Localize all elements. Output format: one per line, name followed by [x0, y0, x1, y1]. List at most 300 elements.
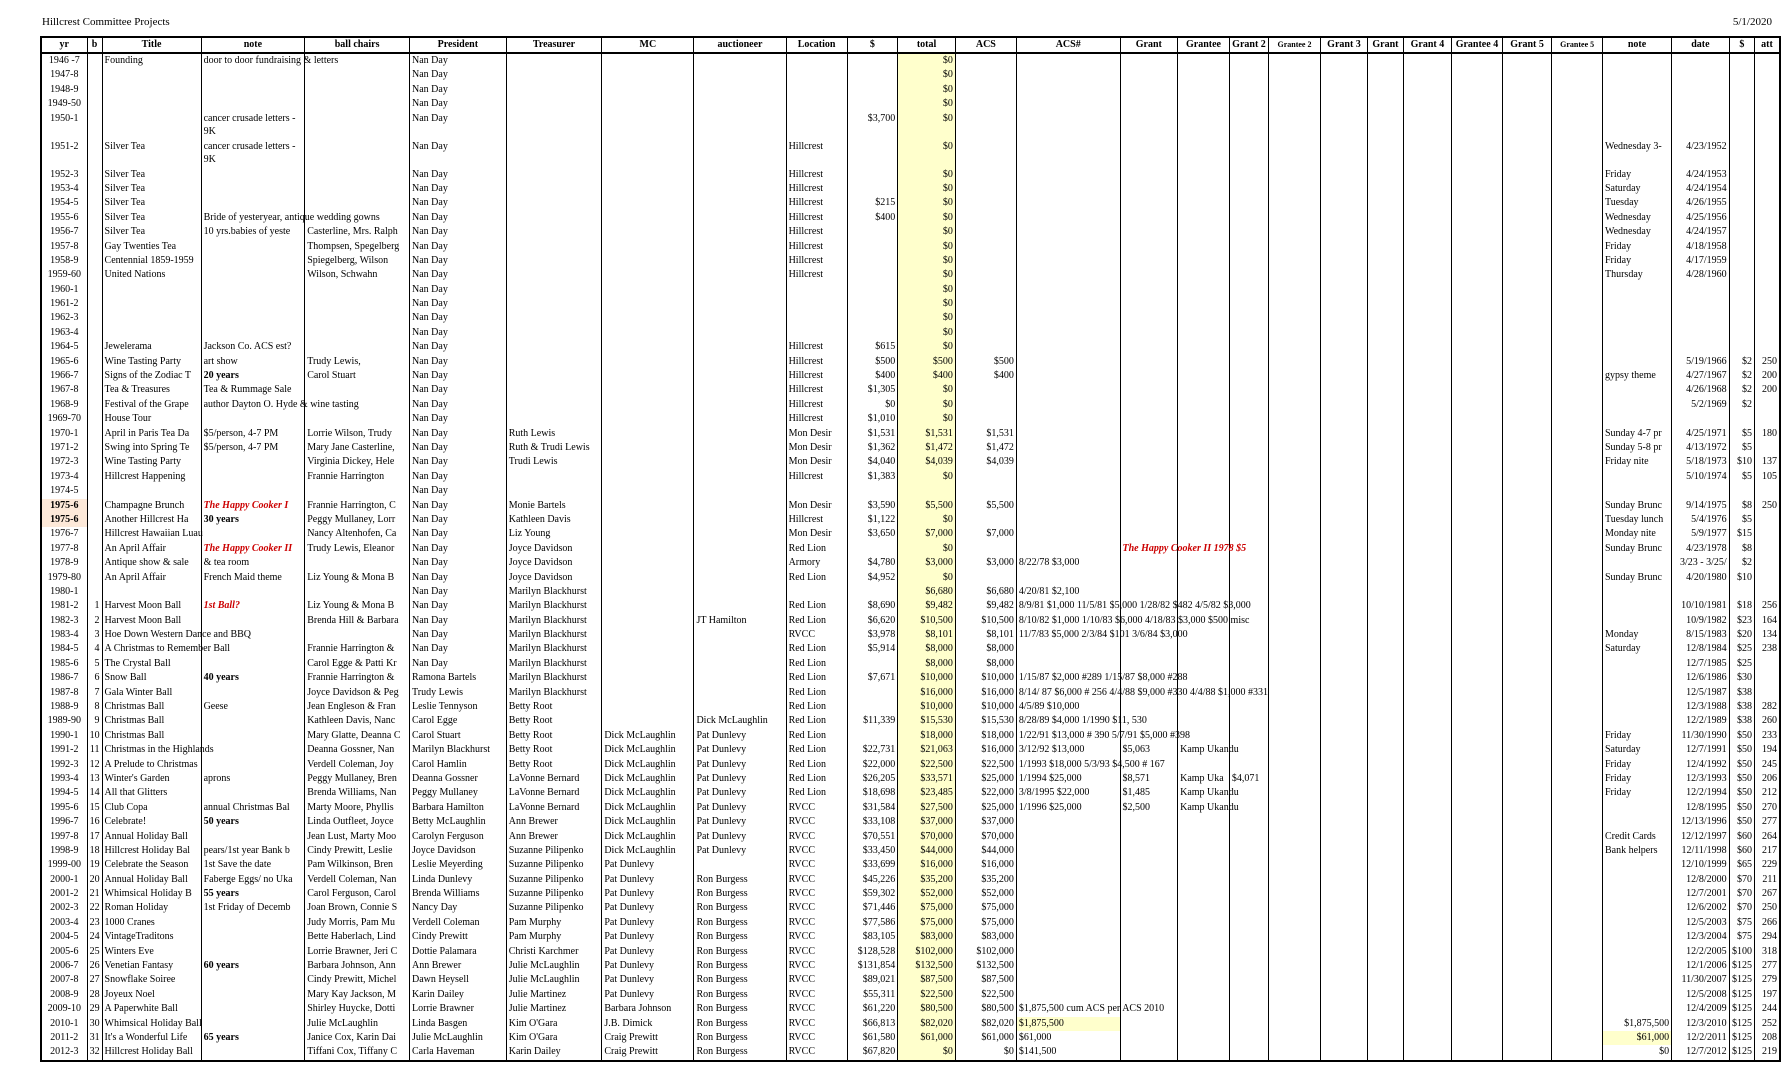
table-cell: [1403, 140, 1451, 168]
table-cell: [1178, 455, 1230, 469]
table-cell: [602, 455, 694, 469]
table-cell: [1178, 470, 1230, 484]
table-cell: [1269, 268, 1321, 282]
table-cell: [1269, 599, 1321, 613]
table-cell: Wine Tasting Party: [102, 355, 201, 369]
table-cell: Trudy Lewis, Eleanor: [305, 542, 410, 556]
table-cell: [1229, 916, 1268, 930]
table-cell: [1016, 355, 1120, 369]
table-cell: [1754, 571, 1780, 585]
table-cell: [102, 297, 201, 311]
table-cell: [1368, 369, 1404, 383]
table-cell: Signs of the Zodiac T: [102, 369, 201, 383]
table-cell: [1502, 959, 1552, 973]
table-cell: $66,813: [847, 1017, 898, 1031]
table-cell: [786, 53, 847, 68]
table-cell: [1502, 211, 1552, 225]
table-cell: 12/3/2010: [1672, 1017, 1730, 1031]
table-cell: [602, 211, 694, 225]
table-cell: [602, 628, 694, 642]
table-cell: [1754, 68, 1780, 82]
table-cell: Red Lion: [786, 714, 847, 728]
table-cell: [1403, 873, 1451, 887]
table-cell: [1552, 815, 1603, 829]
table-cell: 1959-60: [41, 268, 87, 282]
table-cell: Marty Moore, Phyllis: [305, 801, 410, 815]
table-cell: Kathleen Davis: [506, 513, 602, 527]
table-cell: [201, 743, 305, 757]
table-cell: [1120, 254, 1178, 268]
table-cell: [1729, 168, 1754, 182]
table-cell: [1320, 513, 1367, 527]
table-cell: $0: [898, 383, 956, 397]
table-cell: [1368, 140, 1404, 168]
table-cell: Hillcrest: [786, 398, 847, 412]
table-cell: [1403, 614, 1451, 628]
table-cell: $6,680: [898, 585, 956, 599]
table-cell: $0: [898, 311, 956, 325]
table-row: [41, 959, 1780, 973]
table-cell: 12/5/2003: [1672, 916, 1730, 930]
table-cell: [1229, 240, 1268, 254]
table-cell: $125: [1729, 1031, 1754, 1045]
table-cell: $18,698: [847, 786, 898, 800]
table-cell: [1502, 1002, 1552, 1016]
table-cell: Carol Stuart: [410, 729, 507, 743]
table-cell: [1368, 801, 1404, 815]
table-cell: [201, 527, 305, 541]
table-cell: $61,220: [847, 1002, 898, 1016]
table-cell: [1403, 1017, 1451, 1031]
table-cell: $125: [1729, 1017, 1754, 1031]
table-cell: [694, 112, 786, 140]
table-cell: [1269, 97, 1321, 111]
table-cell: [1552, 355, 1603, 369]
table-cell: [1552, 1002, 1603, 1016]
table-cell: 4/24/1953: [1672, 168, 1730, 182]
table-cell: [1552, 369, 1603, 383]
table-cell: 1985-6: [41, 657, 87, 671]
table-cell: Karin Dailey: [506, 1045, 602, 1060]
table-cell: [1452, 455, 1503, 469]
table-cell: [1368, 844, 1404, 858]
table-cell: [1178, 268, 1230, 282]
table-cell: [694, 168, 786, 182]
table-cell: $61,000: [1016, 1031, 1120, 1045]
table-cell: [1320, 671, 1367, 685]
table-cell: [87, 196, 102, 210]
table-cell: [1368, 470, 1404, 484]
table-cell: 10/10/1981: [1672, 599, 1730, 613]
table-cell: [694, 254, 786, 268]
table-cell: [506, 112, 602, 140]
table-cell: [1552, 225, 1603, 239]
table-cell: $125: [1729, 1002, 1754, 1016]
table-cell: French Maid theme: [201, 571, 305, 585]
table-cell: Gay Twenties Tea: [102, 240, 201, 254]
table-cell: $61,580: [847, 1031, 898, 1045]
table-cell: [1016, 83, 1120, 97]
table-cell: 4: [87, 642, 102, 656]
table-cell: [955, 211, 1016, 225]
table-cell: [305, 196, 410, 210]
table-cell: [1502, 499, 1552, 513]
table-cell: [694, 628, 786, 642]
table-cell: [506, 68, 602, 82]
table-row: [41, 412, 1780, 426]
table-cell: [1502, 772, 1552, 786]
table-cell: [1403, 484, 1451, 498]
table-cell: Ron Burgess: [694, 973, 786, 987]
table-cell: $70,551: [847, 830, 898, 844]
table-cell: $50: [1729, 758, 1754, 772]
table-cell: Red Lion: [786, 786, 847, 800]
table-cell: 3/23 - 3/25/: [1672, 556, 1730, 570]
table-cell: [1502, 988, 1552, 1002]
table-cell: [1502, 369, 1552, 383]
table-cell: [1754, 542, 1780, 556]
table-cell: [1403, 240, 1451, 254]
table-cell: The Happy Cooker I: [201, 499, 305, 513]
table-cell: [786, 68, 847, 82]
table-cell: [1502, 786, 1552, 800]
table-cell: [1754, 268, 1780, 282]
table-cell: [1552, 398, 1603, 412]
table-cell: [1229, 671, 1268, 685]
table-cell: [1403, 973, 1451, 987]
table-cell: $2: [1729, 355, 1754, 369]
table-row: [41, 815, 1780, 829]
table-cell: [1229, 556, 1268, 570]
table-cell: 2004-5: [41, 930, 87, 944]
table-cell: [1452, 1045, 1503, 1060]
column-header: Location: [786, 37, 847, 53]
table-cell: 1/15/87 $2,000 #289 1/15/87 $8,000 #288: [1016, 671, 1120, 685]
table-cell: [1502, 714, 1552, 728]
table-cell: [87, 53, 102, 68]
table-cell: [1368, 427, 1404, 441]
table-cell: Wednesday: [1602, 225, 1671, 239]
table-cell: [1229, 585, 1268, 599]
table-cell: Red Lion: [786, 686, 847, 700]
table-cell: [1552, 499, 1603, 513]
table-cell: [786, 283, 847, 297]
table-cell: [1229, 830, 1268, 844]
table-cell: Barbara Johnson: [602, 1002, 694, 1016]
column-header: auctioneer: [694, 37, 786, 53]
table-cell: [694, 140, 786, 168]
table-cell: Friday: [1602, 168, 1671, 182]
table-cell: [1368, 873, 1404, 887]
table-cell: 12/8/1984: [1672, 642, 1730, 656]
table-cell: $33,699: [847, 858, 898, 872]
table-cell: [1602, 311, 1671, 325]
table-cell: [1403, 254, 1451, 268]
table-cell: 26: [87, 959, 102, 973]
table-cell: Silver Tea: [102, 211, 201, 225]
table-cell: [602, 140, 694, 168]
table-cell: Ron Burgess: [694, 1045, 786, 1060]
table-cell: [1452, 873, 1503, 887]
table-cell: RVCC: [786, 815, 847, 829]
table-cell: [1229, 729, 1268, 743]
table-cell: [1229, 369, 1268, 383]
table-cell: $3,000: [955, 556, 1016, 570]
table-cell: [1320, 68, 1367, 82]
table-cell: [1368, 686, 1404, 700]
table-cell: 1961-2: [41, 297, 87, 311]
table-cell: [1120, 973, 1178, 987]
table-cell: [1229, 815, 1268, 829]
table-cell: [1403, 901, 1451, 915]
table-cell: 2011-2: [41, 1031, 87, 1045]
table-cell: $6,620: [847, 614, 898, 628]
table-cell: [1016, 182, 1120, 196]
table-cell: [955, 53, 1016, 68]
table-cell: Hillcrest: [786, 513, 847, 527]
table-cell: [1320, 240, 1367, 254]
table-cell: [847, 268, 898, 282]
table-row: [41, 988, 1780, 1002]
table-cell: [1552, 182, 1603, 196]
table-cell: $52,000: [898, 887, 956, 901]
table-cell: [1320, 112, 1367, 140]
table-cell: 1956-7: [41, 225, 87, 239]
table-cell: [955, 196, 1016, 210]
table-cell: [1320, 714, 1367, 728]
table-cell: [1754, 657, 1780, 671]
table-cell: [1502, 858, 1552, 872]
table-cell: [1452, 1002, 1503, 1016]
table-cell: cancer crusade letters - 9K: [201, 140, 305, 168]
table-cell: Annual Holiday Ball: [102, 873, 201, 887]
table-cell: $83,000: [898, 930, 956, 944]
table-cell: Monday: [1602, 628, 1671, 642]
table-cell: Lorrie Brawner, Jeri C: [305, 945, 410, 959]
table-cell: [1452, 786, 1503, 800]
table-cell: [1320, 700, 1367, 714]
table-cell: [506, 268, 602, 282]
table-cell: LaVonne Bernard: [506, 772, 602, 786]
table-cell: [1602, 484, 1671, 498]
table-cell: [87, 112, 102, 140]
table-cell: [1229, 225, 1268, 239]
table-cell: [1368, 211, 1404, 225]
table-cell: [1403, 945, 1451, 959]
table-cell: Nan Day: [410, 441, 507, 455]
table-cell: 318: [1754, 945, 1780, 959]
table-cell: [1368, 326, 1404, 340]
table-cell: [955, 182, 1016, 196]
table-cell: [1754, 196, 1780, 210]
table-cell: [1178, 959, 1230, 973]
table-row: [41, 398, 1780, 412]
table-cell: [1452, 268, 1503, 282]
table-cell: Pat Dunlevy: [694, 830, 786, 844]
table-cell: [1502, 240, 1552, 254]
table-cell: [1320, 398, 1367, 412]
table-cell: [1754, 297, 1780, 311]
table-cell: Spiegelberg, Wilson: [305, 254, 410, 268]
table-cell: Marilyn Blackhurst: [506, 671, 602, 685]
table-cell: [1502, 398, 1552, 412]
table-cell: [1502, 412, 1552, 426]
table-cell: $0: [898, 412, 956, 426]
table-cell: [1403, 700, 1451, 714]
table-cell: [1602, 988, 1671, 1002]
table-cell: [1178, 369, 1230, 383]
table-cell: Frannie Harrington: [305, 470, 410, 484]
table-cell: Hillcrest: [786, 470, 847, 484]
table-cell: [87, 383, 102, 397]
table-cell: [201, 657, 305, 671]
table-cell: [1502, 196, 1552, 210]
table-cell: [1178, 225, 1230, 239]
table-cell: [201, 714, 305, 728]
table-cell: [1403, 225, 1451, 239]
table-cell: [1368, 168, 1404, 182]
table-cell: [602, 542, 694, 556]
table-cell: Nan Day: [410, 283, 507, 297]
table-cell: [1269, 369, 1321, 383]
table-cell: [1452, 499, 1503, 513]
table-cell: [1016, 412, 1120, 426]
table-cell: $4,039: [955, 455, 1016, 469]
table-cell: 60 years: [201, 959, 305, 973]
table-cell: [506, 168, 602, 182]
table-cell: [1502, 68, 1552, 82]
table-cell: Suzanne Pilipenko: [506, 844, 602, 858]
table-cell: [1552, 1045, 1603, 1060]
table-cell: [87, 168, 102, 182]
table-cell: $25,000: [955, 772, 1016, 786]
table-cell: 1983-4: [41, 628, 87, 642]
table-cell: 4/27/1967: [1672, 369, 1730, 383]
table-cell: Friday nite: [1602, 455, 1671, 469]
table-cell: [1016, 499, 1120, 513]
table-cell: Red Lion: [786, 729, 847, 743]
table-cell: 5/4/1976: [1672, 513, 1730, 527]
table-cell: 9/14/1975: [1672, 499, 1730, 513]
table-cell: Jean Lust, Marty Moo: [305, 830, 410, 844]
table-cell: $75: [1729, 916, 1754, 930]
table-cell: $10,000: [955, 700, 1016, 714]
table-cell: [1016, 427, 1120, 441]
table-cell: [1452, 182, 1503, 196]
table-cell: [1502, 973, 1552, 987]
table-cell: $38: [1729, 700, 1754, 714]
table-cell: [694, 700, 786, 714]
table-cell: Red Lion: [786, 671, 847, 685]
table-cell: $0: [1602, 1045, 1671, 1060]
table-cell: [1602, 355, 1671, 369]
table-cell: [1502, 182, 1552, 196]
table-cell: [1120, 988, 1178, 1002]
table-cell: Nan Day: [410, 68, 507, 82]
table-cell: [1368, 283, 1404, 297]
table-cell: [1754, 140, 1780, 168]
table-cell: [201, 97, 305, 111]
table-cell: Nan Day: [410, 240, 507, 254]
table-cell: [1178, 513, 1230, 527]
table-row: [41, 758, 1780, 772]
table-cell: [1552, 772, 1603, 786]
table-cell: $75: [1729, 930, 1754, 944]
table-cell: Mary Jane Casterline,: [305, 441, 410, 455]
table-cell: [1754, 254, 1780, 268]
table-cell: Marilyn Blackhurst: [506, 585, 602, 599]
table-cell: $18,000: [898, 729, 956, 743]
table-cell: Pat Dunlevy: [694, 844, 786, 858]
table-cell: [1320, 427, 1367, 441]
table-cell: [506, 211, 602, 225]
table-cell: [87, 513, 102, 527]
table-cell: 10: [87, 729, 102, 743]
table-cell: [1229, 901, 1268, 915]
table-cell: Harvest Moon Ball: [102, 614, 201, 628]
table-row: [41, 340, 1780, 354]
table-cell: [694, 858, 786, 872]
table-cell: [1403, 714, 1451, 728]
table-cell: Joyeux Noel: [102, 988, 201, 1002]
table-cell: [1552, 427, 1603, 441]
table-cell: Thompsen, Spegelberg: [305, 240, 410, 254]
table-cell: Carol Egge: [410, 714, 507, 728]
table-cell: Friday: [1602, 254, 1671, 268]
table-cell: [1729, 412, 1754, 426]
table-cell: [1552, 916, 1603, 930]
table-cell: RVCC: [786, 988, 847, 1002]
column-header: yr: [41, 37, 87, 53]
table-cell: 25: [87, 945, 102, 959]
table-cell: [1229, 470, 1268, 484]
table-cell: [1269, 614, 1321, 628]
table-cell: 12/2/2011: [1672, 1031, 1730, 1045]
table-cell: [1320, 53, 1367, 68]
table-cell: 200: [1754, 383, 1780, 397]
table-cell: 4/23/1978: [1672, 542, 1730, 556]
table-cell: [201, 68, 305, 82]
table-cell: [1502, 168, 1552, 182]
table-cell: [1368, 887, 1404, 901]
table-cell: $75,000: [898, 916, 956, 930]
table-cell: Mon Desir: [786, 427, 847, 441]
table-cell: [1229, 168, 1268, 182]
table-cell: [786, 585, 847, 599]
table-cell: 32: [87, 1045, 102, 1060]
table-cell: [1016, 945, 1120, 959]
table-cell: 5/2/1969: [1672, 398, 1730, 412]
table-cell: RVCC: [786, 873, 847, 887]
table-cell: Winters Eve: [102, 945, 201, 959]
table-cell: $35,200: [898, 873, 956, 887]
table-cell: [305, 326, 410, 340]
table-cell: [1403, 1045, 1451, 1060]
table-cell: 4/20/1980: [1672, 571, 1730, 585]
table-cell: RVCC: [786, 1031, 847, 1045]
table-cell: [1368, 455, 1404, 469]
table-cell: Julie McLaughlin: [506, 973, 602, 987]
table-cell: [1452, 68, 1503, 82]
table-cell: Ron Burgess: [694, 945, 786, 959]
table-cell: Janice Cox, Karin Dai: [305, 1031, 410, 1045]
table-cell: [1178, 858, 1230, 872]
table-cell: [1452, 196, 1503, 210]
table-cell: [602, 196, 694, 210]
table-cell: [1502, 700, 1552, 714]
table-cell: [1403, 340, 1451, 354]
table-cell: $16,000: [955, 686, 1016, 700]
